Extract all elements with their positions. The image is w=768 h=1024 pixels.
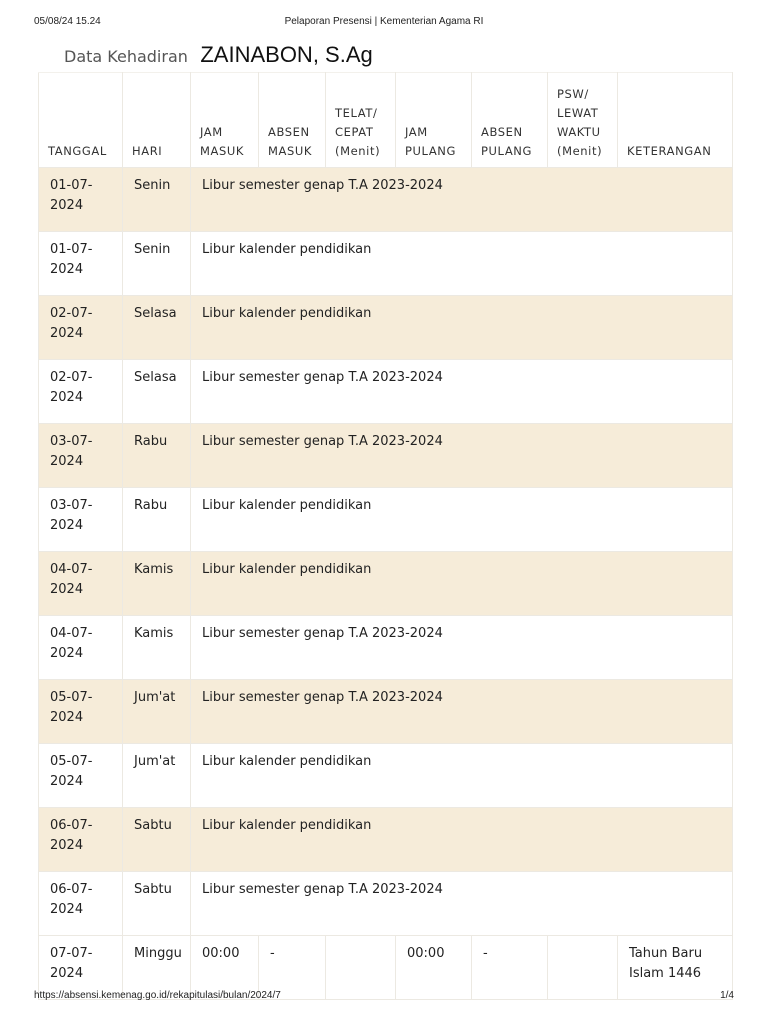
cell-date: 03-07- 2024 <box>39 488 123 552</box>
cell-jam-masuk: 00:00 <box>191 936 259 1000</box>
cell-jam-pulang: 00:00 <box>396 936 472 1000</box>
cell-day: Sabtu <box>123 872 191 936</box>
cell-day: Sabtu <box>123 808 191 872</box>
cell-absen-masuk: - <box>259 936 326 1000</box>
table-row <box>39 552 733 616</box>
print-header <box>34 16 734 30</box>
col-header-absen-pulang: ABSEN PULANG <box>472 73 548 168</box>
col-header-keterangan: KETERANGAN <box>618 73 733 168</box>
table-row <box>39 360 733 424</box>
cell-date: 05-07- 2024 <box>39 744 123 808</box>
cell-date: 01-07- 2024 <box>39 168 123 232</box>
col-header-psw: PSW/ LEWAT WAKTU (Menit) <box>548 73 618 168</box>
cell-day: Senin <box>123 232 191 296</box>
cell-note: Libur kalender pendidikan <box>191 232 733 296</box>
cell-date: 05-07- 2024 <box>39 680 123 744</box>
cell-date: 03-07- 2024 <box>39 424 123 488</box>
cell-day: Rabu <box>123 488 191 552</box>
cell-day: Minggu <box>123 936 191 1000</box>
cell-note: Libur kalender pendidikan <box>191 808 733 872</box>
attendance-heading <box>64 42 373 68</box>
table-row <box>39 296 733 360</box>
cell-note: Libur semester genap T.A 2023-2024 <box>191 616 733 680</box>
cell-note: Libur kalender pendidikan <box>191 488 733 552</box>
col-header-telat: TELAT/ CEPAT (Menit) <box>326 73 396 168</box>
table-row <box>39 872 733 936</box>
table-row <box>39 424 733 488</box>
cell-day: Selasa <box>123 296 191 360</box>
cell-date: 04-07- 2024 <box>39 616 123 680</box>
cell-note: Libur semester genap T.A 2023-2024 <box>191 872 733 936</box>
page-number: 1/4 <box>720 990 734 1001</box>
cell-day: Jum'at <box>123 744 191 808</box>
col-header-absen-masuk: ABSEN MASUK <box>259 73 326 168</box>
print-footer <box>34 990 734 1004</box>
cell-note: Libur kalender pendidikan <box>191 744 733 808</box>
cell-date: 06-07- 2024 <box>39 872 123 936</box>
heading-label: Data Kehadiran <box>64 47 188 66</box>
employee-name: ZAINABON, S.Ag <box>200 42 373 67</box>
cell-date: 06-07- 2024 <box>39 808 123 872</box>
cell-date: 02-07- 2024 <box>39 360 123 424</box>
cell-day: Kamis <box>123 552 191 616</box>
table-row <box>39 488 733 552</box>
col-header-hari: HARI <box>123 73 191 168</box>
cell-note: Libur semester genap T.A 2023-2024 <box>191 360 733 424</box>
cell-day: Jum'at <box>123 680 191 744</box>
page-url: https://absensi.kemenag.go.id/rekapitulasi/bulan/2024/7 <box>34 990 281 1001</box>
table-row <box>39 232 733 296</box>
cell-note: Libur kalender pendidikan <box>191 552 733 616</box>
cell-day: Kamis <box>123 616 191 680</box>
table-row <box>39 680 733 744</box>
attendance-table <box>38 72 733 1000</box>
cell-absen-pulang: - <box>472 936 548 1000</box>
cell-date: 04-07- 2024 <box>39 552 123 616</box>
col-header-tanggal: TANGGAL <box>39 73 123 168</box>
cell-date: 01-07- 2024 <box>39 232 123 296</box>
print-datetime: 05/08/24 15.24 <box>34 16 101 27</box>
col-header-jam-pulang: JAM PULANG <box>396 73 472 168</box>
table-header-row <box>39 73 733 168</box>
cell-note: Libur kalender pendidikan <box>191 296 733 360</box>
cell-keterangan: Tahun Baru Islam 1446 <box>618 936 733 1000</box>
col-header-jam-masuk: JAM MASUK <box>191 73 259 168</box>
table-row <box>39 616 733 680</box>
cell-note: Libur semester genap T.A 2023-2024 <box>191 168 733 232</box>
cell-day: Rabu <box>123 424 191 488</box>
print-page-title: Pelaporan Presensi | Kementerian Agama RI <box>284 16 484 27</box>
cell-note: Libur semester genap T.A 2023-2024 <box>191 680 733 744</box>
table-row <box>39 808 733 872</box>
cell-date: 07-07- 2024 <box>39 936 123 1000</box>
cell-note: Libur semester genap T.A 2023-2024 <box>191 424 733 488</box>
cell-day: Selasa <box>123 360 191 424</box>
cell-day: Senin <box>123 168 191 232</box>
cell-date: 02-07- 2024 <box>39 296 123 360</box>
table-row <box>39 744 733 808</box>
table-row <box>39 168 733 232</box>
